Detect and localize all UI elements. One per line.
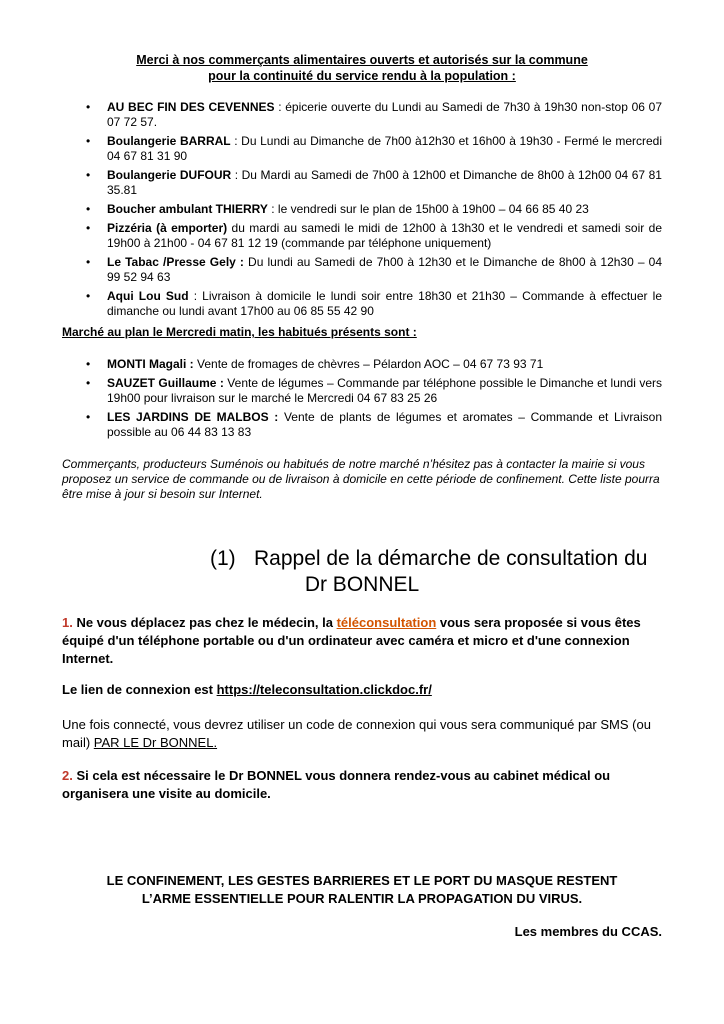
- bullet-icon: •: [86, 134, 91, 148]
- list-item: [62, 289, 662, 319]
- bullet-icon: •: [86, 289, 91, 303]
- step-text-end: vous sera proposée si vous êtes équipé d'un téléphone portable ou d'un ordinateur avec caméra et micro et d'une connexion Internet.: [62, 615, 641, 666]
- list-item: [62, 221, 662, 251]
- connection-url-link[interactable]: https://teleconsultation.clickdoc.fr/: [216, 682, 432, 697]
- vendor-name: LES JARDINS DE MALBOS :: [107, 410, 279, 424]
- shop-details: Du lundi au Samedi de 7h00 à 12h30 et le Dimanche de 8h00 à 12h30 – 04 99 52 94 63: [107, 255, 662, 284]
- list-item: [62, 410, 662, 440]
- shop-details: du mardi au samedi le midi de 12h00 à 13h30 et le vendredi et samedi soir de 19h00 à 21h00 - 04 67 81 12 19 (commande par téléphone uniquement): [107, 221, 662, 250]
- code-text: Une fois connecté, vous devrez utiliser un code de connexion qui vous sera communiqué par SMS (ou mail): [62, 717, 651, 750]
- market-list: [62, 357, 662, 444]
- market-heading: Marché au plan le Mercredi matin, les habitués présents sont :: [62, 325, 417, 339]
- signature: Les membres du CCAS.: [514, 924, 662, 939]
- shop-details: : Livraison à domicile le lundi soir entre 18h30 et 21h30 – Commande à effectuer le dimanche ou lundi avant 17h00 au 06 85 55 42 90: [107, 289, 662, 318]
- connection-label: Le lien de connexion est: [62, 682, 217, 697]
- shop-details: : le vendredi sur le plan de 15h00 à 19h00 – 04 66 85 40 23: [267, 202, 589, 216]
- vendor-details: Vente de légumes – Commande par téléphone possible le Dimanche et lundi vers 19h00 pour livraison sur le marché le Mercredi 04 67 83 25 26: [107, 376, 662, 405]
- vendor-name: SAUZET Guillaume :: [107, 376, 224, 390]
- vendor-details: Vente de fromages de chèvres – Pélardon AOC – 04 67 73 93 71: [193, 357, 544, 371]
- section-number: (1): [210, 547, 236, 570]
- teleconsultation-paragraph: [62, 614, 662, 668]
- shop-name: Boulangerie DUFOUR: [107, 168, 232, 182]
- shop-name: Boulangerie BARRAL: [107, 134, 231, 148]
- merchant-note: Commerçants, producteurs Suménois ou habitués de notre marché n’hésitez pas à contacter la mairie si vous proposez un service de commande ou de livraison à domicile en cette période de confinement. Cette liste pourra être mise à jour si besoin sur Internet.: [62, 457, 660, 501]
- bullet-icon: •: [86, 168, 91, 182]
- step-number: 2.: [62, 768, 73, 783]
- title-line-2: pour la continuité du service rendu à la population :: [208, 69, 516, 83]
- shop-name: Boucher ambulant THIERRY: [107, 202, 268, 216]
- list-item: [62, 168, 662, 198]
- closing-line-1: LE CONFINEMENT, LES GESTES BARRIERES ET LE PORT DU MASQUE RESTENT: [106, 873, 618, 888]
- list-item: [62, 255, 662, 285]
- vendor-name: MONTI Magali :: [107, 357, 194, 371]
- bullet-icon: •: [86, 410, 91, 424]
- step-text-start: Ne vous déplacez pas chez le médecin, la: [72, 615, 337, 630]
- title-line-1: Merci à nos commerçants alimentaires ouverts et autorisés sur la commune: [136, 53, 588, 67]
- shop-name: Le Tabac /Presse Gely :: [107, 255, 244, 269]
- bullet-icon: •: [86, 202, 91, 216]
- shop-details: : Du Mardi au Samedi de 7h00 à 12h00 et Dimanche de 8h00 à 12h00 04 67 81 35.81: [107, 168, 662, 197]
- closing-line-2: L’ARME ESSENTIELLE POUR RALENTIR LA PROPAGATION DU VIRUS.: [141, 891, 583, 906]
- code-paragraph: [62, 716, 662, 752]
- appointment-text: Si cela est nécessaire le Dr BONNEL vous donnera rendez-vous au cabinet médical ou organisera une visite au domicile.: [62, 768, 611, 801]
- connection-link-paragraph: [62, 681, 662, 699]
- shop-name: Pizzéria (à emporter): [107, 221, 228, 235]
- list-item: [62, 357, 662, 372]
- vendor-details: Vente de plants de légumes et aromates – Commande et Livraison possible au 06 44 83 13 83: [107, 410, 662, 439]
- shop-details: : épicerie ouverte du Lundi au Samedi de 7h30 à 19h30 non-stop 06 07 07 72 57.: [107, 100, 662, 129]
- doctor-underlined: PAR LE Dr BONNEL.: [93, 735, 218, 750]
- list-item: [62, 376, 662, 406]
- shop-name: Aqui Lou Sud: [107, 289, 189, 303]
- closing-message: [62, 872, 662, 908]
- appointment-paragraph: [62, 767, 662, 803]
- list-item: [62, 100, 662, 130]
- bullet-icon: •: [86, 221, 91, 235]
- shop-details: : Du Lundi au Dimanche de 7h00 à12h30 et 16h00 à 19h30 - Fermé le mercredi 04 67 81 31 90: [107, 134, 663, 163]
- shop-list: [62, 100, 662, 323]
- step-number: 1.: [62, 615, 73, 630]
- list-item: [62, 134, 662, 164]
- bullet-icon: •: [86, 376, 91, 390]
- bullet-icon: •: [86, 100, 91, 114]
- section-title-line-1: Rappel de la démarche de consultation du: [254, 547, 648, 570]
- list-item: [62, 202, 662, 217]
- bullet-icon: •: [86, 255, 91, 269]
- bullet-icon: •: [86, 357, 91, 371]
- teleconsultation-link[interactable]: téléconsultation: [336, 615, 437, 630]
- section-title-line-2: Dr BONNEL: [304, 573, 420, 596]
- page-title: [62, 52, 662, 84]
- shop-name: AU BEC FIN DES CEVENNES: [107, 100, 275, 114]
